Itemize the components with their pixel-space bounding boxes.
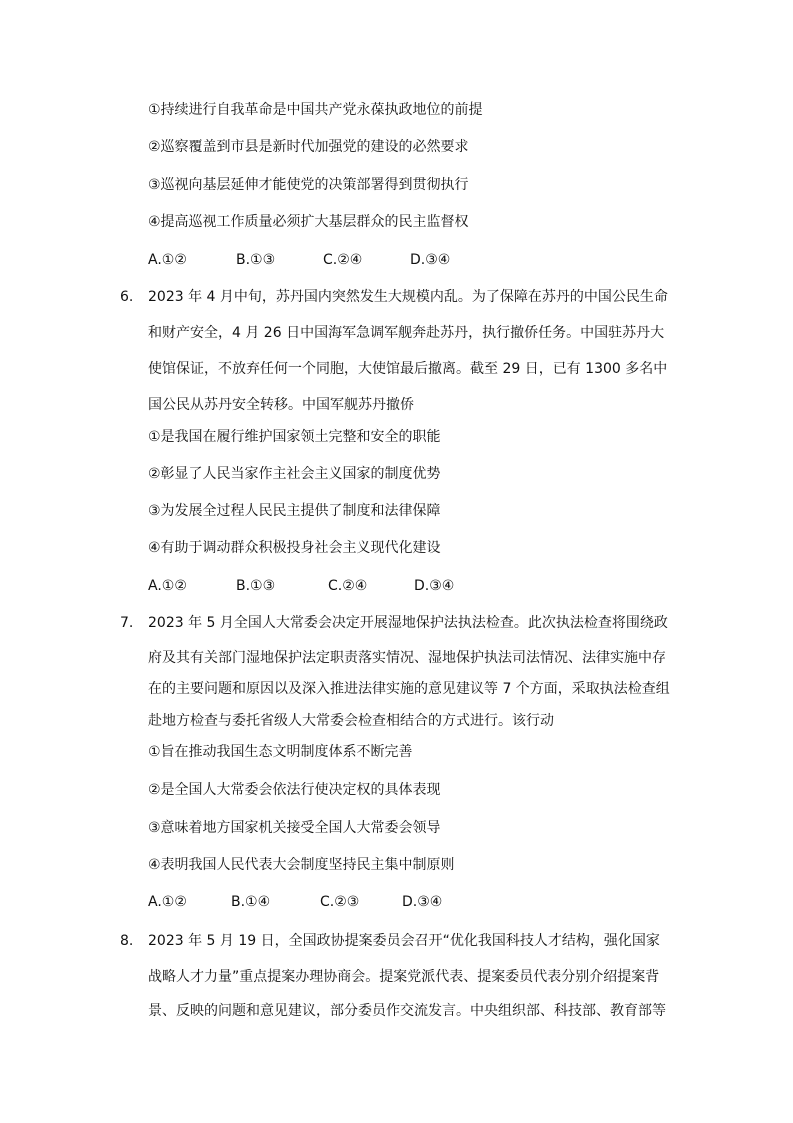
question-stem-line: 景、反映的问题和意见建议，部分委员作交流发言。中央组织部、科技部、教育部等 <box>148 1003 666 1019</box>
answer-a: A.①② <box>148 252 187 268</box>
option-line: ④有助于调动群众积极投身社会主义现代化建设 <box>148 540 441 556</box>
option-line: ②彰显了人民当家作主社会主义国家的制度优势 <box>148 466 441 482</box>
question-stem-line: 赴地方检查与委托省级人大常委会检查相结合的方式进行。该行动 <box>148 713 554 729</box>
answer-d: D.③④ <box>410 252 451 268</box>
answer-a: A.①② <box>148 894 187 910</box>
question-stem-line: 在的主要问题和原因以及深入推进法律实施的意见建议等 7 个方面，采取执法检查组 <box>148 681 670 697</box>
option-line: ①是我国在履行维护国家领土完整和安全的职能 <box>148 429 441 445</box>
question-number: 6. <box>120 289 134 305</box>
answer-choices <box>148 892 442 912</box>
answer-d: D.③④ <box>414 578 455 594</box>
answer-c: C.②④ <box>328 578 368 594</box>
question-number: 8. <box>120 933 134 949</box>
option-line: ①旨在推动我国生态文明制度体系不断完善 <box>148 744 413 760</box>
question-stem-line: 府及其有关部门湿地保护法定职责落实情况、湿地保护执法司法情况、法律实施中存 <box>148 650 666 666</box>
option-line: ③意味着地方国家机关接受全国人大常委会领导 <box>148 820 441 836</box>
question-stem-line: 和财产安全，4 月 26 日中国海军急调军舰奔赴苏丹，执行撤侨任务。中国驻苏丹大 <box>148 325 665 341</box>
answer-choices <box>148 576 454 596</box>
answer-b: B.①④ <box>231 894 271 910</box>
answer-b: B.①③ <box>236 578 276 594</box>
option-line: ①持续进行自我革命是中国共产党永葆执政地位的前提 <box>148 102 483 118</box>
option-line: ④表明我国人民代表大会制度坚持民主集中制原则 <box>148 857 455 873</box>
answer-c: C.②④ <box>323 252 363 268</box>
question-stem-line: 2023 年 5 月全国人大常委会决定开展湿地保护法执法检查。此次执法检查将围绕政 <box>148 615 668 631</box>
question-stem-line: 使馆保证，不放弃任何一个同胞，大使馆最后撤离。截至 29 日，已有 1300 多名中 <box>148 361 668 377</box>
option-line: ②巡察覆盖到市县是新时代加强党的建设的必然要求 <box>148 139 469 155</box>
answer-d: D.③④ <box>402 894 443 910</box>
question-stem-line: 战略人才力量”重点提案办理协商会。提案党派代表、提案委员代表分别介绍提案背 <box>148 969 660 985</box>
question-stem-line: 2023 年 5 月 19 日，全国政协提案委员会召开“优化我国科技人才结构，强化国家 <box>148 933 660 949</box>
answer-b: B.①③ <box>236 252 276 268</box>
question-stem-line: 国公民从苏丹安全转移。中国军舰苏丹撤侨 <box>148 397 414 413</box>
option-line: ②是全国人大常委会依法行使决定权的具体表现 <box>148 782 441 798</box>
answer-choices <box>148 250 450 270</box>
question-stem-line: 2023 年 4 月中旬，苏丹国内突然发生大规模内乱。为了保障在苏丹的中国公民生命 <box>148 289 668 305</box>
option-line: ③巡视向基层延伸才能使党的决策部署得到贯彻执行 <box>148 177 469 193</box>
question-number: 7. <box>120 615 134 631</box>
answer-a: A.①② <box>148 578 187 594</box>
answer-c: C.②③ <box>320 894 360 910</box>
option-line: ④提高巡视工作质量必须扩大基层群众的民主监督权 <box>148 214 469 230</box>
option-line: ③为发展全过程人民民主提供了制度和法律保障 <box>148 503 441 519</box>
